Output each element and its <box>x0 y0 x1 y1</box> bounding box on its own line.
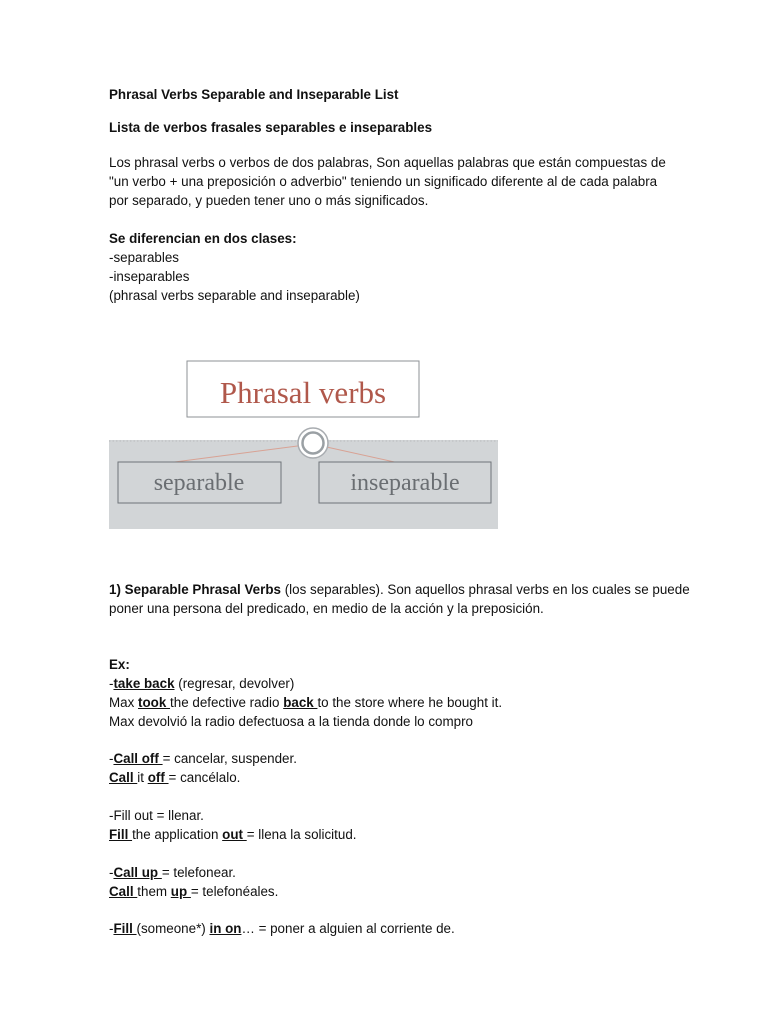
example-take-back: -take back (regresar, devolver) <box>109 676 295 691</box>
classes-list <box>109 229 360 305</box>
example-call-up: -Call up = telefonear. Call them up = telefonéales. <box>109 865 279 899</box>
section-1-line: poner una persona del predicado, en medio de la acción y la preposición. <box>109 601 544 616</box>
intro-paragraph <box>109 153 666 210</box>
section-1-line: 1) Separable Phrasal Verbs (los separables). Son aquellos phrasal verbs en los cuales se puede <box>109 582 690 597</box>
section-1-number: 1) <box>109 582 121 597</box>
diagram-left-label: separable <box>153 470 245 496</box>
diagram-hub-inner <box>303 433 324 454</box>
intro-line: Los phrasal verbs o verbos de dos palabras, Son aquellas palabras que están compuestas de <box>109 155 666 170</box>
classes-heading: Se diferencian en dos clases: <box>109 231 297 246</box>
class-item: -separables <box>109 250 179 265</box>
example-fill-out: -Fill out = llenar. Fill the application out = llena la solicitud. <box>109 808 357 842</box>
phrasal-verbs-diagram <box>109 357 498 529</box>
examples <box>109 655 502 731</box>
example-call-off: -Call off = cancelar, suspender. Call it off = cancélalo. <box>109 751 297 785</box>
section-1 <box>109 580 690 618</box>
example-take-back-sentence: Max took the defective radio back to the store where he bought it. <box>109 695 503 710</box>
diagram-top-label: Phrasal verbs <box>219 375 387 410</box>
classes-note: (phrasal verbs separable and inseparable) <box>109 288 360 303</box>
ex-label: Ex: <box>109 657 130 672</box>
page-title: Phrasal Verbs Separable and Inseparable List <box>109 87 399 102</box>
intro-line: "un verbo + una preposición o adverbio" teniendo un significado diferente al de cada palabra <box>109 174 658 189</box>
page-subtitle: Lista de verbos frasales separables e inseparables <box>109 120 433 135</box>
diagram-right-label: inseparable <box>350 470 460 496</box>
example-take-back-translation: Max devolvió la radio defectuosa a la tienda donde lo compro <box>109 714 474 729</box>
class-item: -inseparables <box>109 269 190 284</box>
section-1-heading: Separable Phrasal Verbs <box>124 582 281 597</box>
intro-line: por separado, y pueden tener uno o más significados. <box>109 193 429 208</box>
example-fill-in-on: -Fill (someone*) in on… = poner a alguien al corriente de. <box>109 921 455 936</box>
